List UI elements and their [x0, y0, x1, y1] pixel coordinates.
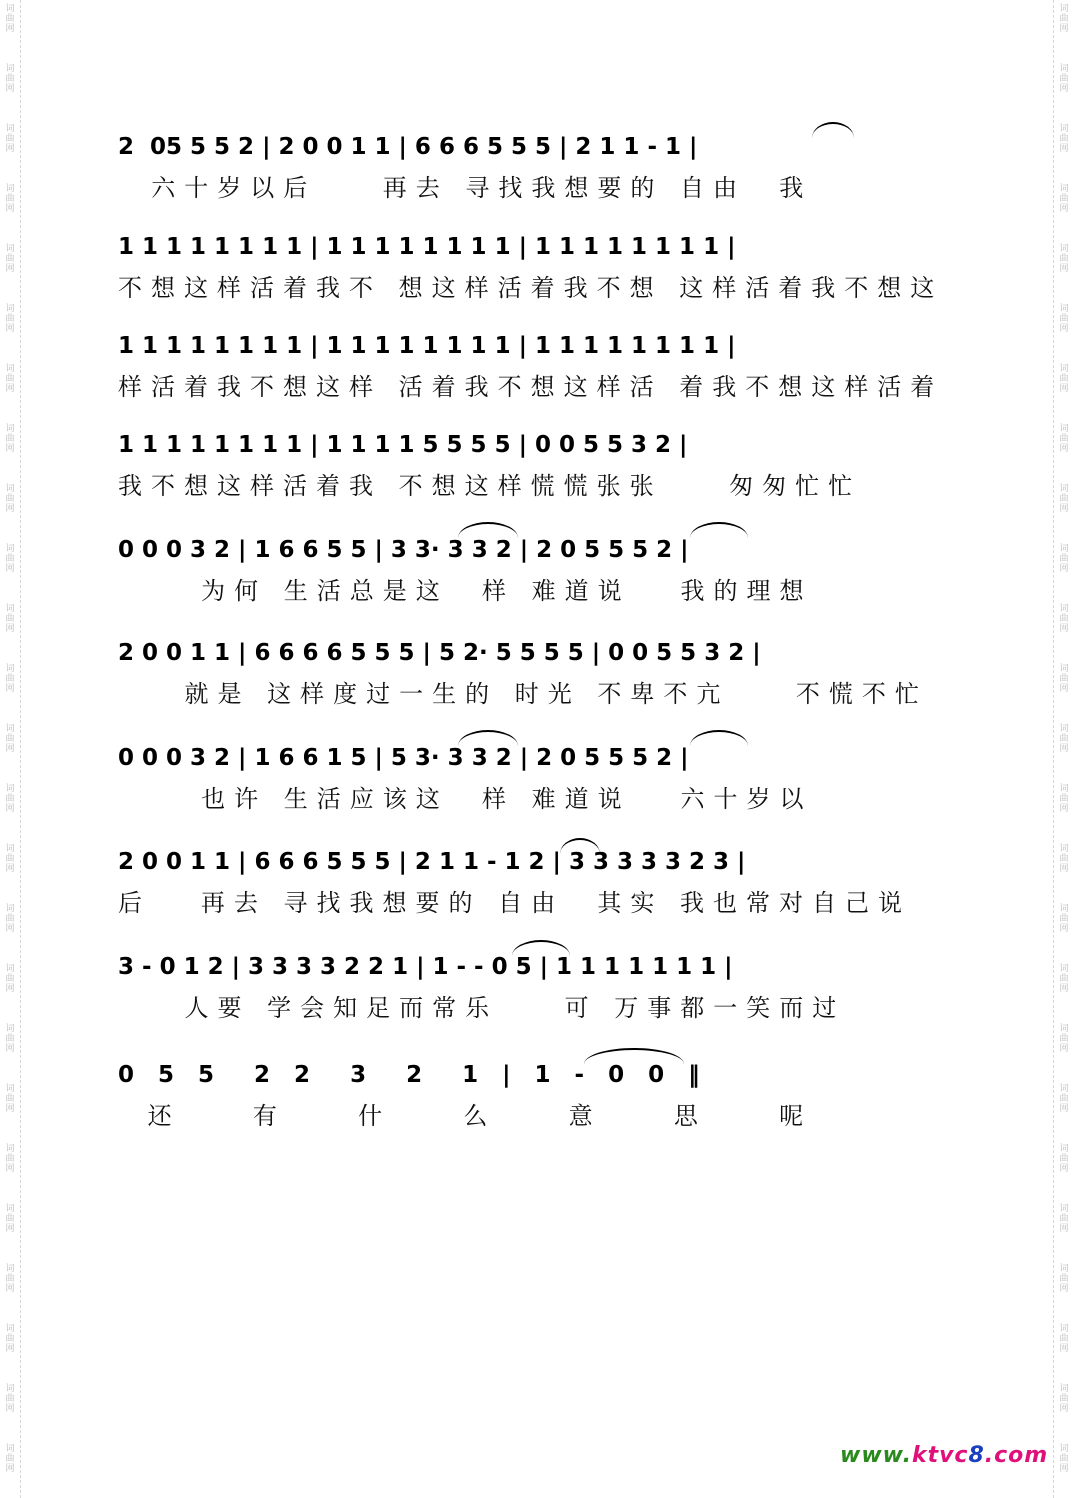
side-watermark-text: 词 曲 网 — [1059, 664, 1069, 694]
side-watermark-text: 词 曲 网 — [1059, 184, 1069, 214]
side-watermark-text: 词 曲 网 — [5, 124, 15, 154]
side-watermark-text: 词 曲 网 — [5, 904, 15, 934]
side-watermark-text: 词 曲 网 — [1059, 1264, 1069, 1294]
lyrics-line: 不想这样活着我不 想这样活着我不想 这样活着我不想这 — [118, 274, 944, 302]
notes-line: 2 05 5 5 2 | 2 0 0 1 1 | 6 6 6 5 5 5 | 2 1 1 - 1 | — [118, 134, 698, 160]
lyrics-line: 还 有 什 么 意 思 呢 — [118, 1102, 826, 1130]
notes-line: 2 0 0 1 1 | 6 6 6 6 5 5 5 | 5 2· 5 5 5 5 | 0 0 5 5 3 2 | — [118, 640, 761, 666]
lyrics-line: 六十岁以后 再去 寻找我想要的 自由 我 — [118, 174, 813, 202]
side-watermark-text: 词 曲 网 — [1059, 904, 1069, 934]
side-watermark-text: 词 曲 网 — [5, 244, 15, 274]
side-watermark-text: 词 曲 网 — [1059, 304, 1069, 334]
side-watermark-text: 词 曲 网 — [1059, 964, 1069, 994]
slur-mark — [812, 122, 854, 138]
side-watermark-text: 词 曲 网 — [1059, 64, 1069, 94]
side-watermark-text: 词 曲 网 — [1059, 1024, 1069, 1054]
notes-line: 0 0 0 3 2 | 1 6 6 1 5 | 5 3· 3 3 2 | 2 0 5 5 5 2 | — [118, 745, 689, 771]
side-watermark-text: 词 曲 网 — [1059, 1324, 1069, 1354]
side-watermark-text: 词 曲 网 — [5, 364, 15, 394]
lyrics-line: 人要 学会知足而常乐 可 万事都一笑而过 — [118, 994, 846, 1022]
lyrics-line: 也许 生活应该这 样 难道说 六十岁以 — [118, 785, 813, 813]
side-watermark-text: 词 曲 网 — [1059, 1144, 1069, 1174]
side-watermark-text: 词 曲 网 — [5, 1264, 15, 1294]
side-watermark-text: 词 曲 网 — [5, 724, 15, 754]
side-watermark-text: 词 曲 网 — [1059, 844, 1069, 874]
side-watermark-text: 词 曲 网 — [5, 424, 15, 454]
slur-mark — [690, 730, 748, 746]
side-watermark-text: 词 曲 网 — [1059, 1204, 1069, 1234]
side-watermark-text: 词 曲 网 — [5, 1084, 15, 1114]
lyrics-line: 为何 生活总是这 样 难道说 我的理想 — [118, 577, 813, 605]
side-watermark-text: 词 曲 网 — [1059, 784, 1069, 814]
lyrics-line: 样活着我不想这样 活着我不想这样活 着我不想这样活着 — [118, 373, 944, 401]
side-watermark-text: 词 曲 网 — [5, 1324, 15, 1354]
side-watermark-text: 词 曲 网 — [1059, 544, 1069, 574]
notes-line: 1 1 1 1 1 1 1 1 | 1 1 1 1 5 5 5 5 | 0 0 5 5 3 2 | — [118, 432, 688, 458]
side-watermark-text: 词 曲 网 — [1059, 724, 1069, 754]
side-watermark-text: 词 曲 网 — [5, 304, 15, 334]
side-watermark-text: 词 曲 网 — [1059, 484, 1069, 514]
side-watermark-text: 词 曲 网 — [1059, 1084, 1069, 1114]
side-watermark-text: 词 曲 网 — [5, 1144, 15, 1174]
notes-line: 0 5 5 2 2 3 2 1 | 1 - 0 0 ‖ — [118, 1062, 708, 1088]
notes-line: 0 0 0 3 2 | 1 6 6 5 5 | 3 3· 3 3 2 | 2 0 5 5 5 2 | — [118, 537, 689, 563]
notes-line: 1 1 1 1 1 1 1 1 | 1 1 1 1 1 1 1 1 | 1 1 1 1 1 1 1 1 | — [118, 333, 736, 359]
side-watermark-text: 词 曲 网 — [1059, 4, 1069, 34]
side-watermark-text: 词 曲 网 — [1059, 604, 1069, 634]
side-watermark-text: 词 曲 网 — [5, 1444, 15, 1474]
side-watermark-text: 词 曲 网 — [5, 484, 15, 514]
side-watermark-text: 词 曲 网 — [5, 1024, 15, 1054]
site-logo — [840, 1443, 1048, 1468]
side-watermark-text: 词 曲 网 — [5, 604, 15, 634]
slur-mark — [690, 522, 748, 538]
side-watermark-text: 词 曲 网 — [5, 844, 15, 874]
logo-part-com: .com — [984, 1443, 1049, 1468]
side-watermark-text: 词 曲 网 — [1059, 1384, 1069, 1414]
lyrics-line: 我不想这样活着我 不想这样慌慌张张 匆匆忙忙 — [118, 472, 862, 500]
slur-mark — [584, 1048, 684, 1064]
slur-mark — [458, 730, 518, 746]
side-watermark-text: 词 曲 网 — [5, 4, 15, 34]
slur-mark — [560, 838, 600, 854]
logo-part-www: www. — [840, 1443, 912, 1468]
logo-part-8: 8 — [968, 1443, 985, 1468]
logo-part-ktvc: ktvc — [911, 1443, 969, 1468]
side-watermark-text: 词 曲 网 — [1059, 424, 1069, 454]
side-watermark-text: 词 曲 网 — [1059, 364, 1069, 394]
notes-line: 1 1 1 1 1 1 1 1 | 1 1 1 1 1 1 1 1 | 1 1 1 1 1 1 1 1 | — [118, 234, 736, 260]
lyrics-line: 就是 这样度过一生的 时光 不卑不亢 不慌不忙 — [118, 680, 928, 708]
side-watermark-text: 词 曲 网 — [5, 1204, 15, 1234]
side-watermark-text: 词 曲 网 — [1059, 1444, 1069, 1474]
notes-line: 2 0 0 1 1 | 6 6 6 5 5 5 | 2 1 1 - 1 2 | 3 3 3 3 3 2 3 | — [118, 849, 746, 875]
side-watermark-text: 词 曲 网 — [5, 964, 15, 994]
side-watermark-text: 词 曲 网 — [5, 64, 15, 94]
lyrics-line: 后 再去 寻找我想要的 自由 其实 我也常对自己说 — [118, 889, 912, 917]
side-watermark-text: 词 曲 网 — [1059, 244, 1069, 274]
slur-mark — [458, 522, 518, 538]
side-watermark-text: 词 曲 网 — [5, 184, 15, 214]
side-watermark-text: 词 曲 网 — [5, 784, 15, 814]
slur-mark — [512, 940, 570, 956]
side-watermark-text: 词 曲 网 — [5, 1384, 15, 1414]
side-watermark-text: 词 曲 网 — [5, 544, 15, 574]
side-watermark-text: 词 曲 网 — [5, 664, 15, 694]
side-watermark-text: 词 曲 网 — [1059, 124, 1069, 154]
notes-line: 3 - 0 1 2 | 3 3 3 3 2 2 1 | 1 - - 0 5 | 1 1 1 1 1 1 1 | — [118, 954, 733, 980]
